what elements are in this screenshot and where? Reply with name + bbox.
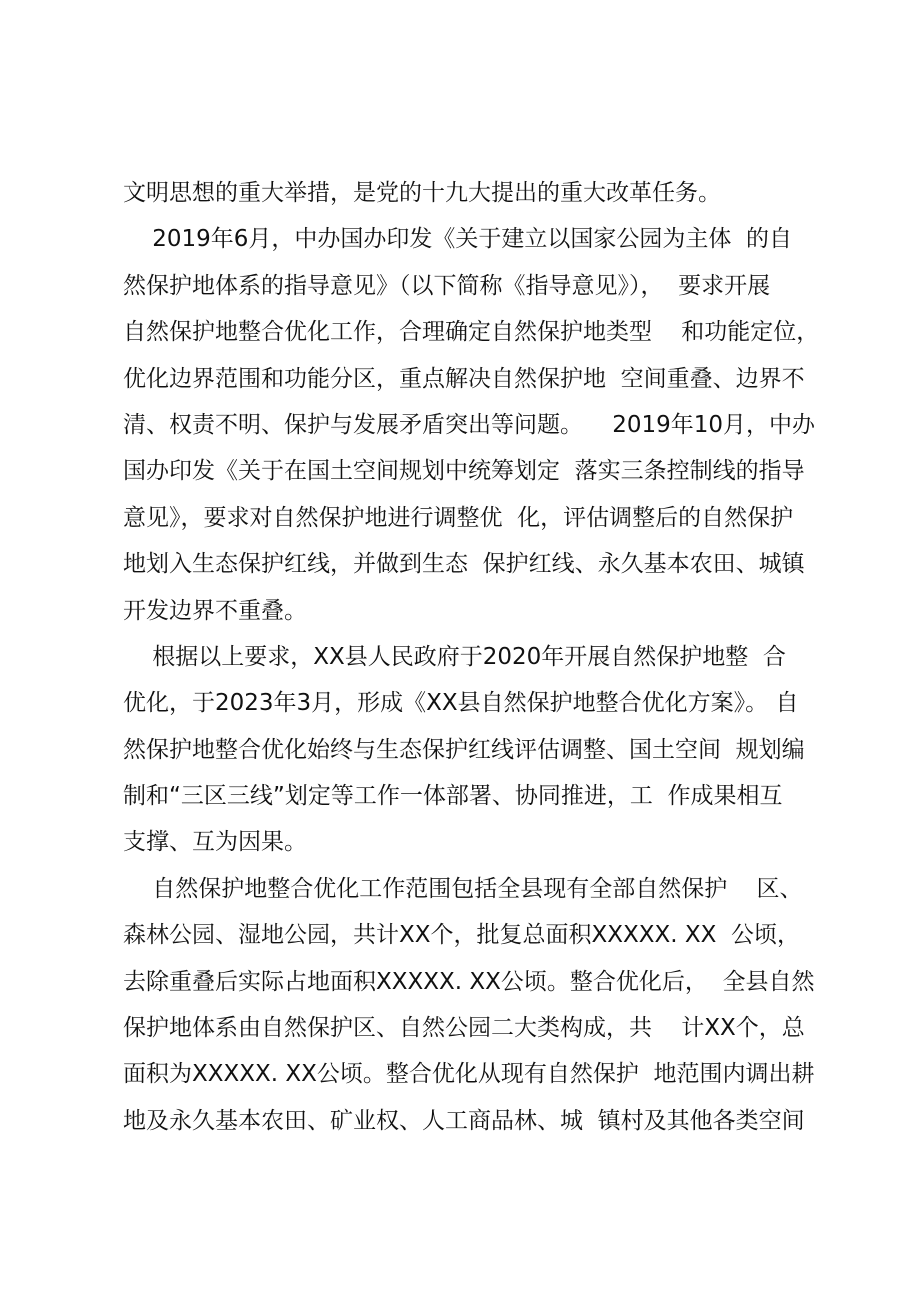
text-line-10: 开发边界不重叠。 bbox=[123, 597, 307, 624]
text-line-4: 自然保护地整合优化工作，合理确定自然保护地类型 和功能定位， bbox=[123, 319, 820, 346]
text-line-3: 然保护地体系的指导意见》（以下简称《指导意见》）， 要求开展 bbox=[123, 272, 771, 299]
text-line-14: 制和“三区三线”划定等工作一体部署、协同推进，工 作成果相互 bbox=[123, 783, 783, 810]
text-line-17: 森林公园、湿地公园，共计XX个，批复总面积XXXXX. XX 公顷， bbox=[123, 922, 801, 949]
text-line-9: 地划入生态保护红线，并做到生态 保护红线、永久基本农田、城镇 bbox=[123, 551, 805, 578]
body-text bbox=[123, 170, 823, 1144]
text-line-2: 2019年6月，中办国办印发《关于建立以国家公园为主体 的自 bbox=[123, 226, 793, 253]
text-line-16: 自然保护地整合优化工作范围包括全县现有全部自然保护 区、 bbox=[123, 875, 803, 902]
text-line-13: 然保护地整合优化始终与生态保护红线评估调整、国土空间 规划编 bbox=[123, 736, 805, 763]
text-line-7: 国办印发《关于在国土空间规划中统筹划定 落实三条控制线的指导 bbox=[123, 458, 805, 485]
text-line-11: 根据以上要求，XX县人民政府于2020年开展自然保护地整 合 bbox=[123, 643, 786, 670]
text-line-8: 意见》，要求对自然保护地进行调整优 化，评估调整后的自然保护 bbox=[123, 504, 794, 531]
text-line-1: 文明思想的重大举措，是党的十九大提出的重大改革任务。 bbox=[123, 180, 721, 206]
text-line-15: 支撑、互为因果。 bbox=[123, 829, 307, 856]
text-line-12: 优化，于2023年3月，形成《XX县自然保护地整合优化方案》。 自 bbox=[123, 690, 799, 717]
text-line-21: 地及永久基本农田、矿业权、人工商品林、城 镇村及其他各类空间 bbox=[123, 1107, 805, 1134]
text-line-6: 清、权责不明、保护与发展矛盾突出等问题。 2019年10月，中办 bbox=[123, 411, 816, 438]
text-line-18: 去除重叠后实际占地面积XXXXX. XX公顷。整合优化后， 全县自然 bbox=[123, 968, 815, 995]
text-line-5: 优化边界范围和功能分区，重点解决自然保护地 空间重叠、边界不 bbox=[123, 365, 805, 392]
text-line-19: 保护地体系由自然保护区、自然公园二大类构成，共 计XX个，总 bbox=[123, 1015, 805, 1042]
text-line-20: 面积为XXXXX. XX公顷。整合优化从现有自然保护 地范围内调出耕 bbox=[123, 1061, 815, 1088]
